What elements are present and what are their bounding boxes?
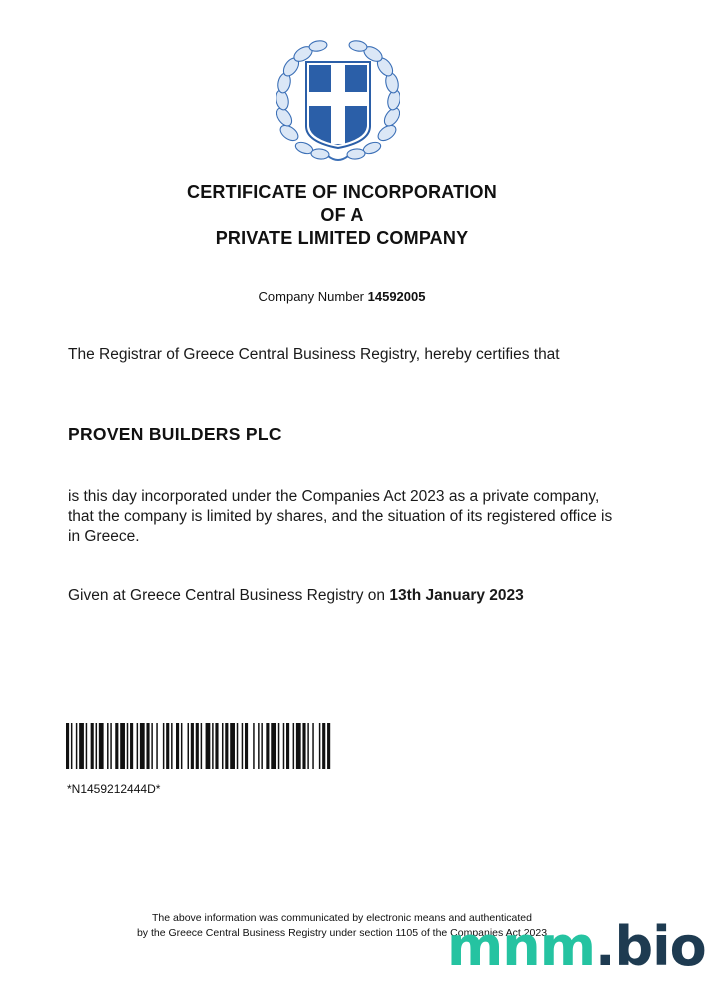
certificate-title (0, 181, 684, 250)
watermark-logo (447, 912, 706, 982)
barcode-bar (215, 723, 218, 769)
barcode-bar (181, 723, 182, 769)
barcode-bar (156, 723, 157, 769)
barcode-bar (225, 723, 228, 769)
barcode-bar (242, 723, 243, 769)
barcode-bar (188, 723, 189, 769)
title-line: OF A (320, 205, 364, 225)
barcode-bar (258, 723, 259, 769)
barcode-bar (146, 723, 149, 769)
barcode-bar (237, 723, 238, 769)
barcode-bar (196, 723, 199, 769)
barcode-bar (91, 723, 94, 769)
barcode-bar (286, 723, 289, 769)
barcode-bar (120, 723, 125, 769)
barcode-bar (302, 723, 305, 769)
barcode-bar (127, 723, 128, 769)
title-line: PRIVATE LIMITED COMPANY (215, 228, 469, 248)
barcode-bar (271, 723, 276, 769)
barcode-bar (222, 723, 223, 769)
barcode-bar (253, 723, 254, 769)
watermark-part-1: mnm (447, 915, 595, 978)
barcode-bar (319, 723, 320, 769)
registrar-certifies-text: The Registrar of Greece Central Business Registry, hereby certifies that (68, 346, 560, 363)
barcode-bar (115, 723, 118, 769)
incorporation-text: is this day incorporated under the Companies Act 2023 as a private company, that the company is limited by shares, and the situation of its registered office is in Greece. (68, 488, 613, 545)
watermark-part-2: .bio (594, 915, 706, 978)
barcode-bar (66, 723, 69, 769)
barcode-bar (137, 723, 138, 769)
given-prefix: Given at Greece Central Business Registry on (68, 587, 386, 604)
barcode-bar (206, 723, 211, 769)
footer-line: by the Greece Central Business Registry under section 1105 of the Companies Act 2023 (136, 927, 548, 939)
barcode-bar (176, 723, 179, 769)
company-number-line (0, 289, 684, 304)
greek-coat-of-arms-icon (276, 38, 400, 164)
barcode-bar (163, 723, 164, 769)
barcode-bar (191, 723, 194, 769)
barcode-bar (312, 723, 313, 769)
barcode-bar (327, 723, 330, 769)
company-number-value: 14592005 (367, 289, 426, 304)
barcode-bar (201, 723, 202, 769)
barcode-bar (296, 723, 301, 769)
footer-line: The above information was communicated by electronic means and authenticated (152, 912, 532, 924)
barcode-bar (293, 723, 294, 769)
barcode-bar (110, 723, 111, 769)
barcode-bar (283, 723, 284, 769)
barcode-bar (86, 723, 87, 769)
barcode-bar (261, 723, 262, 769)
barcode-bar (230, 723, 235, 769)
barcode-bar (107, 723, 108, 769)
barcode-bar (96, 723, 97, 769)
company-name: PROVEN BUILDERS PLC (68, 424, 282, 444)
barcode-bar (79, 723, 84, 769)
barcode-text: *N1459212444D* (67, 782, 161, 796)
barcode-bar (166, 723, 169, 769)
barcode-bar (278, 723, 279, 769)
title-line: CERTIFICATE OF INCORPORATION (187, 182, 497, 202)
barcode-bar (140, 723, 145, 769)
barcode-bar (76, 723, 77, 769)
company-number-label: Company Number (258, 289, 365, 304)
barcode-bar (245, 723, 248, 769)
barcode-bar (130, 723, 133, 769)
barcode-bar (171, 723, 172, 769)
barcode-bar (99, 723, 104, 769)
barcode-bar (266, 723, 269, 769)
barcode-bar (322, 723, 325, 769)
given-date: 13th January 2023 (389, 587, 524, 604)
barcode-icon (66, 723, 332, 769)
barcode-bar (212, 723, 213, 769)
barcode-bar (307, 723, 308, 769)
barcode-bar (71, 723, 72, 769)
given-line (68, 586, 628, 606)
barcode-bar (151, 723, 152, 769)
